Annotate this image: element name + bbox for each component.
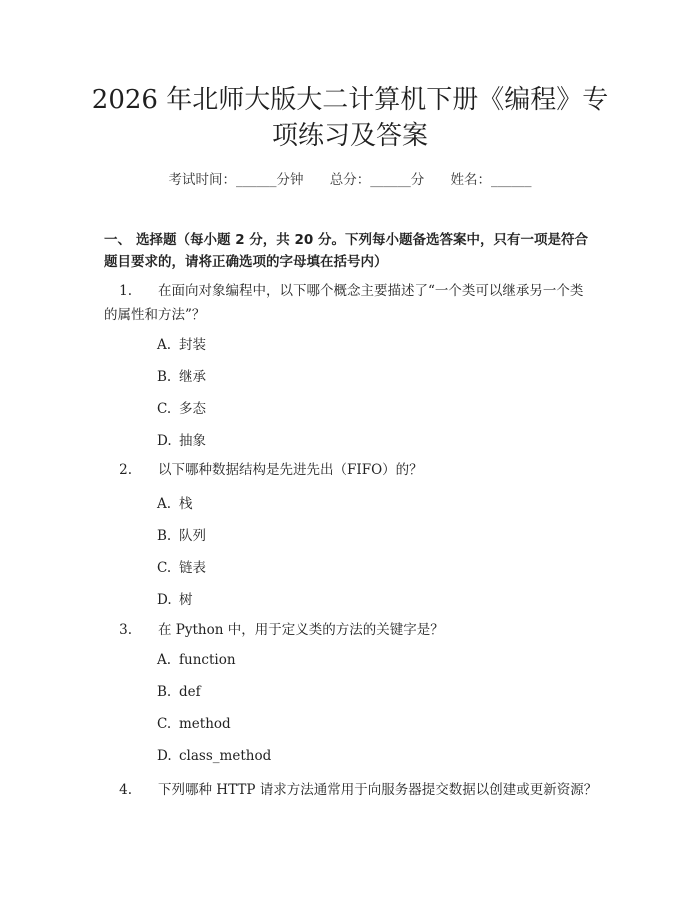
option-text: 栈	[179, 496, 193, 512]
question-1	[104, 279, 604, 327]
option-text: 树	[179, 592, 193, 608]
question-2	[104, 458, 604, 482]
question-text: 在 Python 中，用于定义类的方法的关键字是？	[158, 622, 444, 638]
option-text: 继承	[179, 369, 206, 385]
option-letter: C.	[157, 560, 172, 576]
option-3c	[157, 716, 231, 732]
title-line-1: 2026 年北师大版大二计算机下册《编程》专	[91, 85, 609, 115]
option-1d	[157, 429, 206, 449]
option-letter: C.	[157, 716, 172, 732]
question-3	[104, 618, 604, 642]
section-line-1: 选择题（每小题 2 分，共 20 分。下列每小题备选答案中，只有一项是符合	[136, 232, 588, 248]
exam-name: 姓名：______	[450, 172, 532, 188]
exam-score: 总分：______分	[329, 172, 425, 188]
question-number: 3.	[119, 622, 132, 638]
option-1a	[157, 333, 206, 353]
question-text-continued: 的属性和方法”？	[104, 307, 206, 323]
exam-meta	[0, 168, 700, 188]
section-number: 一、	[104, 232, 131, 248]
option-3a	[157, 652, 236, 668]
option-text: 抽象	[179, 433, 206, 449]
question-4	[104, 778, 604, 802]
option-letter: D.	[157, 748, 172, 764]
option-2a	[157, 492, 193, 512]
option-1c	[157, 397, 206, 417]
option-letter: A.	[157, 496, 172, 512]
option-letter: A.	[157, 337, 172, 353]
option-2b	[157, 524, 206, 544]
page-title	[60, 82, 640, 154]
option-text: class_method	[179, 748, 272, 764]
question-text: 以下哪种数据结构是先进先出（FIFO）的？	[158, 462, 423, 478]
option-letter: B.	[157, 684, 172, 700]
exam-time: 考试时间：______分钟	[168, 172, 304, 188]
question-number: 1.	[119, 283, 132, 299]
option-text: 队列	[179, 528, 206, 544]
question-number: 4.	[119, 782, 132, 798]
option-letter: B.	[157, 528, 172, 544]
option-text: function	[179, 652, 236, 668]
title-line-2: 项练习及答案	[271, 121, 428, 151]
option-letter: A.	[157, 652, 172, 668]
section-line-2: 题目要求的，请将正确选项的字母填在括号内）	[104, 254, 388, 270]
option-letter: B.	[157, 369, 172, 385]
option-letter: C.	[157, 401, 172, 417]
option-letter: D.	[157, 433, 172, 449]
section-heading	[104, 229, 604, 273]
question-text: 下列哪种 HTTP 请求方法通常用于向服务器提交数据以创建或更新资源？	[158, 782, 598, 798]
option-text: 链表	[179, 560, 206, 576]
option-text: def	[179, 684, 201, 700]
option-3b	[157, 684, 201, 700]
option-2c	[157, 556, 206, 576]
option-text: 多态	[179, 401, 206, 417]
question-text: 在面向对象编程中，以下哪个概念主要描述了“一个类可以继承另一个类	[158, 283, 584, 299]
option-text: method	[179, 716, 231, 732]
option-2d	[157, 588, 193, 608]
option-letter: D.	[157, 592, 172, 608]
option-1b	[157, 365, 206, 385]
option-3d	[157, 748, 271, 764]
option-text: 封装	[179, 337, 206, 353]
question-number: 2.	[119, 462, 132, 478]
